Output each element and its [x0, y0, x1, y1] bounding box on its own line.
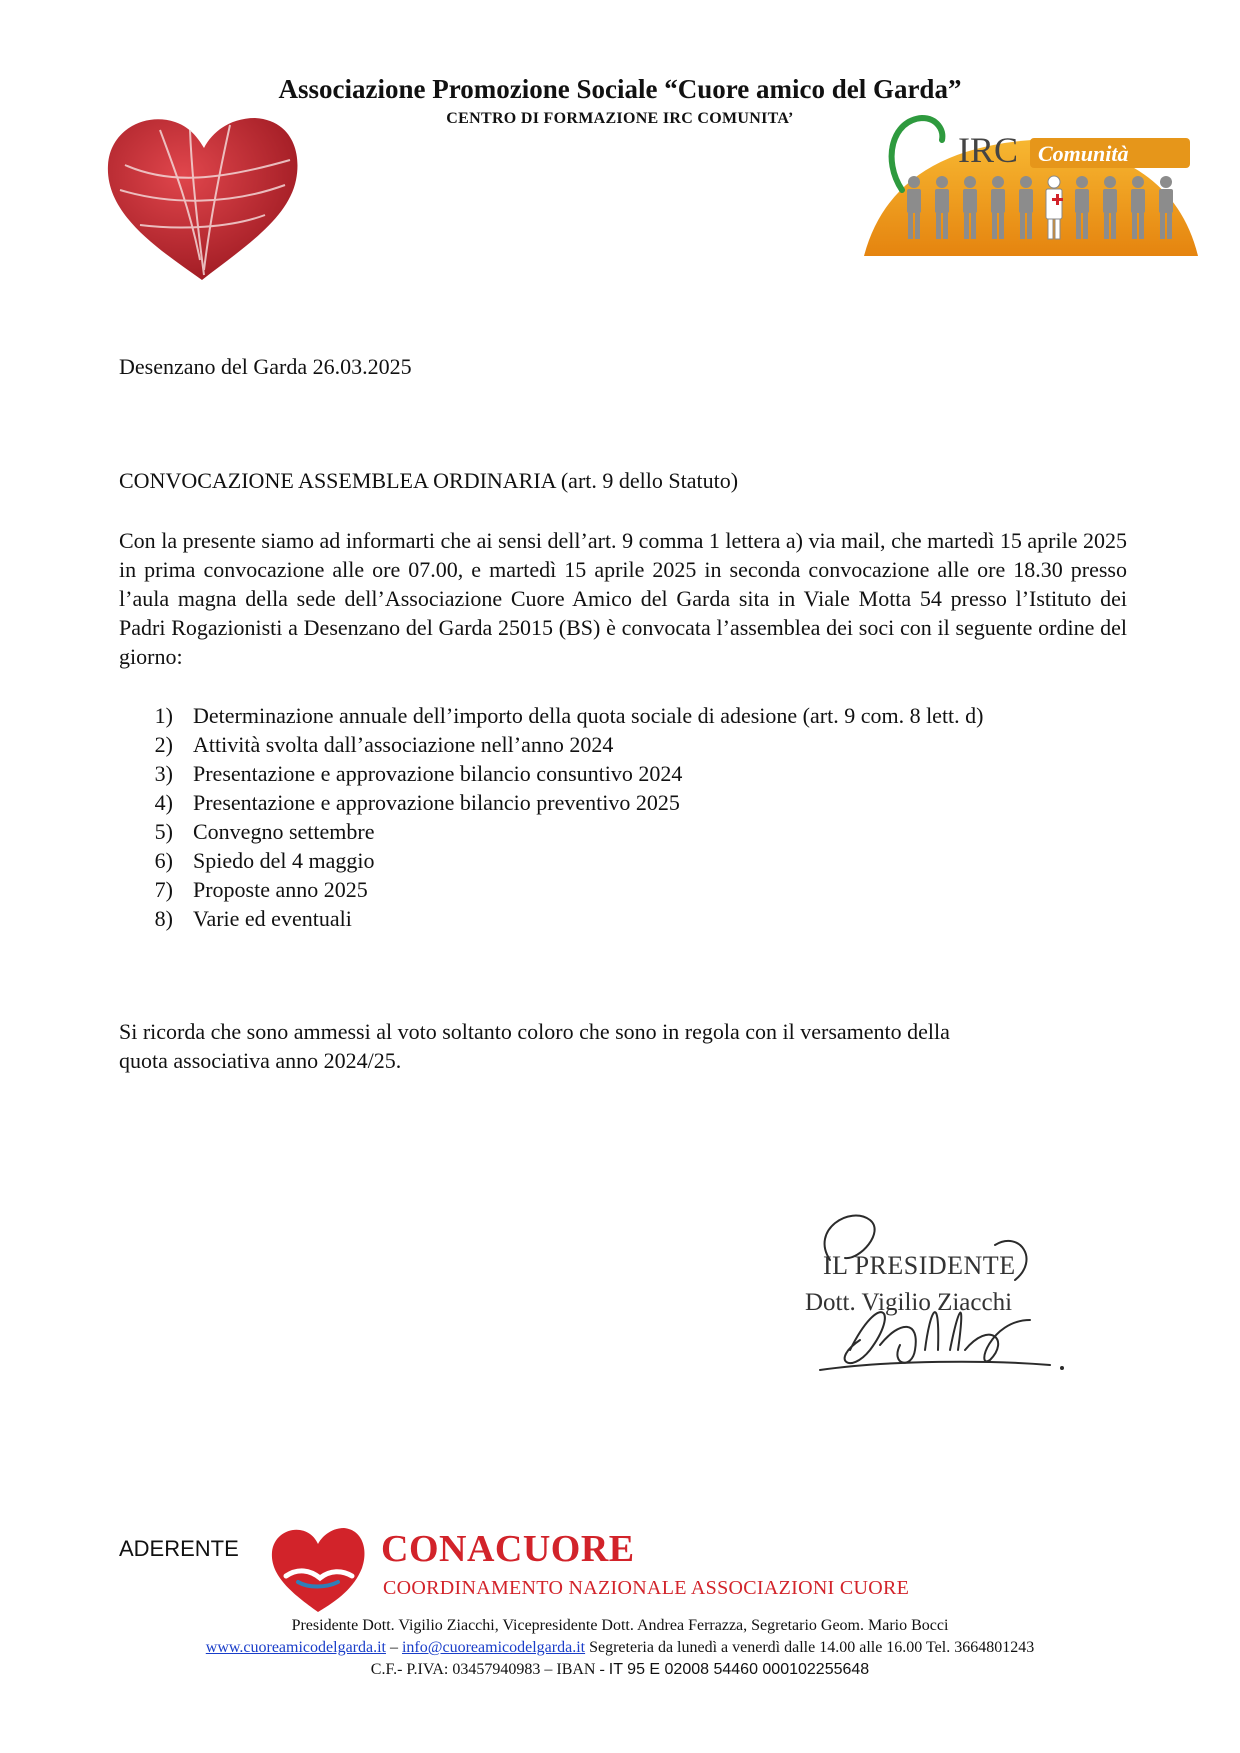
- conacuore-heart-logo: [268, 1524, 368, 1616]
- office-hours: Segreteria da lunedì a venerdì dalle 14.00 alle 16.00 Tel. 3664801243: [589, 1639, 1035, 1656]
- iban-label: IBAN -: [556, 1661, 605, 1678]
- association-title: Associazione Promozione Sociale “Cuore amico del Garda”: [278, 74, 962, 104]
- agenda-list: [119, 701, 984, 933]
- irc-comunita-logo: [862, 110, 1200, 260]
- email-link[interactable]: info@cuoreamicodelgarda.it: [401, 1639, 586, 1656]
- convocation-body: Con la presente siamo ad informarti che ai sensi dell’art. 9 comma 1 lettera a) via mail, che martedì 15 aprile 2025 in prima convocazione alle ore 07.00, e martedì 15 aprile 2025 in seconda convocazione alle ore 18.30 presso l’aula magna della sede dell’Associazione Cuore Amico del Garda sita in Viale Motta 54 presso l’Istituto dei Padri Rogazionisti a Desenzano del Garda 25015 (BS) è convocata l’assemblea dei soci con il seguente ordine del giorno:: [119, 528, 1127, 669]
- iban-separator: –: [544, 1661, 553, 1678]
- date-line: Desenzano del Garda 26.03.2025: [119, 354, 412, 379]
- footer-officers: Presidente Dott. Vigilio Ziacchi, Vicepresidente Dott. Andrea Ferrazza, Segretario Geom. Mario Bocci: [291, 1617, 949, 1634]
- footer-contacts: [0, 1639, 1240, 1657]
- footer-tax: [0, 1661, 1240, 1679]
- list-item: 6) Spiedo del 4 maggio: [154, 848, 375, 873]
- svg-text:Comunità: Comunità: [1038, 141, 1129, 166]
- iban-number: IT 95 E 02008 54460 000102255648: [608, 1661, 870, 1678]
- list-item: 4) Presentazione e approvazione bilancio preventivo 2025: [154, 790, 680, 815]
- tax-id: C.F.- P.IVA: 03457940983: [370, 1661, 541, 1678]
- list-item: 2) Attività svolta dall’associazione nell’anno 2024: [154, 732, 614, 757]
- list-item: 7) Proposte anno 2025: [154, 877, 368, 902]
- signature-role: IL PRESIDENTE: [823, 1251, 1016, 1280]
- convocation-title: CONVOCAZIONE ASSEMBLEA ORDINARIA (art. 9 dello Statuto): [119, 468, 739, 493]
- website-link[interactable]: www.cuoreamicodelgarda.it: [205, 1639, 386, 1656]
- list-item: 3) Presentazione e approvazione bilancio consuntivo 2024: [154, 761, 683, 786]
- conacuore-name: CONACUORE: [381, 1528, 635, 1570]
- list-item: 5) Convegno settembre: [154, 819, 375, 844]
- chained-heart-logo: [100, 110, 305, 288]
- svg-text:IRC: IRC: [958, 130, 1019, 170]
- list-item: 1) Determinazione annuale dell’importo della quota sociale di adesione (art. 9 com. 8 lett. d): [154, 703, 984, 728]
- voting-reminder: Si ricorda che sono ammessi al voto soltanto coloro che sono in regola con il versamento della quota associativa anno 2024/25.: [119, 1019, 950, 1073]
- list-item: 8) Varie ed eventuali: [154, 906, 352, 931]
- signature-name: Dott. Vigilio Ziacchi: [805, 1289, 1013, 1316]
- aderente-label: ADERENTE: [119, 1536, 239, 1561]
- center-subtitle: CENTRO DI FORMAZIONE IRC COMUNITA’: [446, 110, 794, 127]
- conacuore-fullname: COORDINAMENTO NAZIONALE ASSOCIAZIONI CUORE: [383, 1577, 910, 1599]
- footer-separator: –: [389, 1639, 398, 1656]
